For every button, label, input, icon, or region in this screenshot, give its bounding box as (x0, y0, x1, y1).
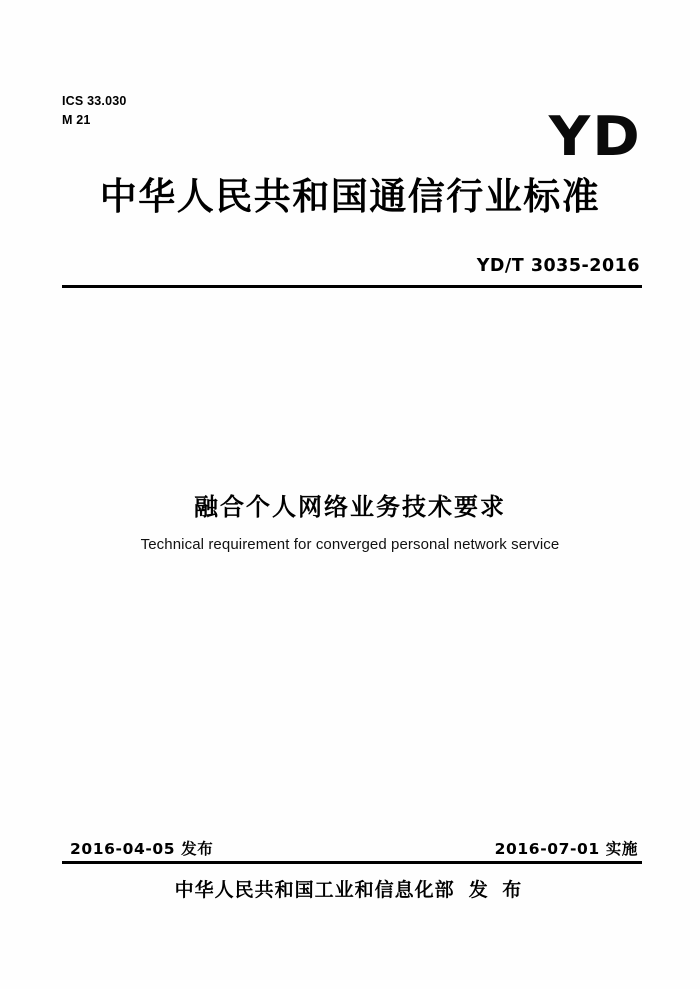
publisher-verb: 发 布 (468, 879, 526, 901)
yd-logo: YD (548, 105, 642, 168)
standard-number: YD/T 3035-2016 (476, 256, 640, 276)
publisher-line (0, 875, 700, 902)
document-title-english: Technical requirement for converged personal network service (140, 536, 560, 553)
effective-date: 2016-07-01 实施 (494, 840, 638, 858)
top-divider-rule (62, 285, 642, 288)
standard-series-title: 中华人民共和国通信行业标准 (99, 175, 601, 218)
issue-date: 2016-04-05 发布 (70, 840, 214, 858)
ics-code: ICS 33.030 (62, 94, 127, 108)
document-title-chinese: 融合个人网络业务技术要求 (194, 493, 506, 521)
publisher-name: 中华人民共和国工业和信息化部 (174, 879, 455, 901)
classification-code: M 21 (62, 113, 91, 128)
ics-classification-block (62, 92, 127, 131)
bottom-divider-rule (62, 861, 642, 864)
